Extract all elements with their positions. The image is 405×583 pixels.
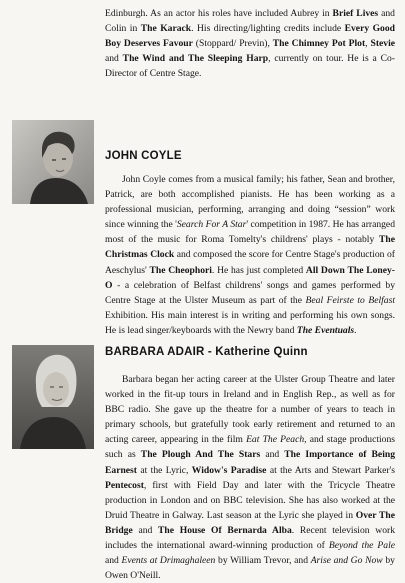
intro-paragraph: Edinburgh. As an actor his roles have included Aubrey in Brief Lives and Colin in The Karack. His directing/lighting credits include Every Good Boy Deserves Favour (Stoppard/ Previn), The Chimney Pot Plot, Stevie and The Wind and The Sleeping Harp, currently on tour. He is a Co-Director of Centre Stage.	[105, 8, 395, 80]
john-coyle-heading: JOHN COYLE	[105, 150, 182, 162]
barbara-adair-bio: Barbara began her acting career at the Ulster Group Theatre and later worked in the fit-up tours in Ireland and in English Rep., as well as for BBC radio. She gave up the theatre for a number of years to teach in primary schools, but gratefully took early retirement and returned to an acting career, appearing in the film Eat The Peach, and stage productions such as The Plough And The Stars and The Importance of Being Earnest at the Lyric, Widow's Paradise at the Arts and Stewart Parker's Pentecost, first with Field Day and later with the Tricycle Theatre production in London and on BBC television. She has also worked at the Druid Theatre in Galway. Last season at the Lyric she played in Over The Bridge and The House Of Bernarda Alba. Recent television work includes the international award-winning production of Beyond the Pale and Events at Drimaghaleen by William Trevor, and Arise and Go Now by Owen O'Neill.	[105, 374, 396, 582]
john-coyle-photo	[12, 120, 94, 204]
barbara-adair-heading: BARBARA ADAIR - Katherine Quinn	[105, 346, 308, 358]
barbara-adair-photo	[12, 345, 94, 449]
barbara-adair-portrait	[12, 345, 94, 449]
john-coyle-portrait	[12, 120, 94, 204]
john-coyle-bio: John Coyle comes from a musical family; his father, Sean and brother, Patrick, are both accomplished pianists. He has been working as a professional musician, performing, arranging and doing “session” work since winning the 'Search For A Star' competition in 1987. He has arranged most of the music for Roma Tomelty's childrens' plays - notably The Christmas Clock and composed the score for Centre Stage's production of Aeschylus' The Cheophori. He has just completed All Down The Loney-O - a celebration of Belfast childrens' songs and games performed by Centre Stage at the Ulster Museum as part of the Beal Feirste to Belfast Exhibition. His main interest is in writing and performing his own songs. He is lead singer/keyboards with the Newry band The Eventuals.	[105, 174, 395, 336]
